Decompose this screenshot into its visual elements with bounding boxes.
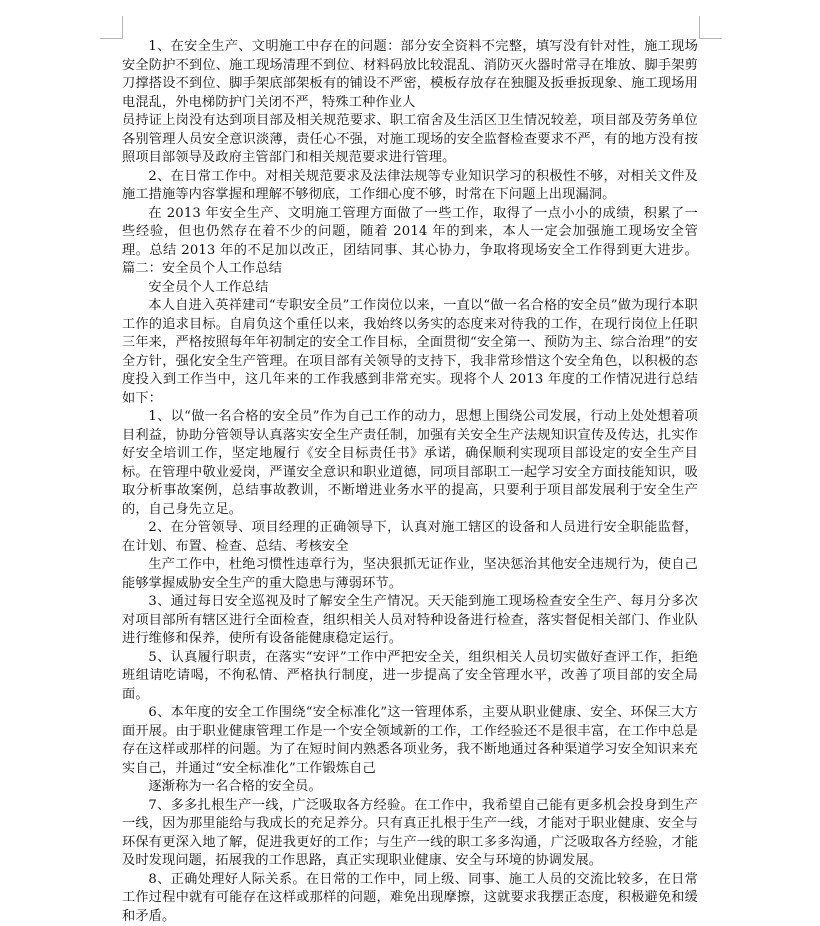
- paragraph: 6、本年度的安全工作围绕“安全标准化”这一管理体系，主要从职业健康、安全、环保三大方面开展。由于职业健康管理工作是一个安全领域新的工作，工作经验还不是很丰富，在工作中总是存在这样或那样的问题。为了在短时间内熟悉各项业务，我不断地通过各种渠道学习安全知识来充实自己，并通过“安全标准化”工作锻炼自己: [122, 704, 698, 778]
- paragraph: 生产工作中，杜绝习惯性违章行为，坚决狠抓无证作业，坚决惩治其他安全违规行为，使自己能够掌握威胁安全生产的重大隐患与薄弱环节。: [122, 556, 698, 593]
- crop-mark-top-right: [699, 16, 722, 39]
- paragraph: 3、通过每日安全巡视及时了解安全生产情况。天天能到施工现场检查安全生产、每月分多次对项目部所有辖区进行全面检查，组织相关人员对特种设备进行检查，落实督促相关部门、作业队进行维修和保养，使所有设备能健康稳定运行。: [122, 593, 698, 649]
- paragraph: 1、以“做一名合格的安全员”作为自己工作的动力，思想上围绕公司发展，行动上处处想着项目利益，协助分管领导认真落实安全生产责任制，加强有关安全生产法规知识宣传及传达，扎实作好安全培训工作，坚定地履行《安全目标责任书》承诺，确保顺利实现项目部设定的安全生产目标。在管理中敬业爱岗，严谨安全意识和职业道德，同项目部职工一起学习安全方面技能知识，吸取分析事故案例，总结事故教训，不断增进业务水平的提高，只要利于项目部发展利于安全生产的，自己身先立足。: [122, 408, 698, 519]
- paragraph: 逐渐称为一名合格的安全员。: [122, 778, 698, 797]
- paragraph: 1、在安全生产、文明施工中存在的问题：部分安全资料不完整，填写没有针对性，施工现场安全防护不到位、施工现场清理不到位、材料码放比较混乱、消防灭火器时常寻在堆放、脚手架剪刀撑搭设不到位、脚手架底部架板有的铺设不严密，模板存放存在独腿及扳垂扳现象、施工现场用电混乱，外电梯防护门关闭不严，特殊工种作业人: [122, 38, 698, 112]
- paragraph: 8、正确处理好人际关系。在日常的工作中，同上级、同事、施工人员的交流比较多，在日常工作过程中就有可能存在这样或那样的问题，难免出现摩擦，这就要求我摆正态度，积极避免和缓和矛盾。: [122, 871, 698, 926]
- document-body: [122, 38, 698, 926]
- paragraph: 在 2013 年安全生产、文明施工管理方面做了一些工作，取得了一点小小的成绩，积累了一些经验，但也仍然存在着不少的问题，随着 2014 年的到来，本人一定会加强施工现场安全管理。总结 2013 年的不足加以改正，团结同事、其心协力，争取将现场安全工作得到更大进步。篇二：安全员个人工作总结: [122, 205, 698, 279]
- paragraph: 7、多多扎根生产一线，广泛吸取各方经验。在工作中，我希望自己能有更多机会投身到生产一线，因为那里能给与我成长的充足养分。只有真正扎根于生产一线，才能对于职业健康、安全与环保有更深入地了解，促进我更好的工作；与生产一线的职工多多沟通，广泛吸取各方经验，才能及时发现问题，拓展我的工作思路，真正实现职业健康、安全与环境的协调发展。: [122, 797, 698, 871]
- paragraph: 5、认真履行职责，在落实“安评”工作中严把安全关，组织相关人员切实做好查评工作，拒绝班组请吃请喝，不徇私情、严格执行制度，进一步提高了安全管理水平，改善了项目部的安全局面。: [122, 649, 698, 705]
- crop-mark-top-left: [100, 16, 123, 39]
- paragraph: 员持证上岗没有达到项目部及相关规范要求、职工宿舍及生活区卫生情况较差，项目部及劳务单位各别管理人员安全意识淡薄，责任心不强，对施工现场的安全监督检查要求不严，有的地方没有按照项目部领导及政府主管部门和相关规范要求进行管理。: [122, 112, 698, 168]
- section-heading: 安全员个人工作总结: [122, 279, 698, 298]
- paragraph: 本人自进入英祥建司“专职安全员”工作岗位以来，一直以“做一名合格的安全员”做为现行本职工作的追求目标。自肩负这个重任以来，我始终以务实的态度来对待我的工作，在现行岗位上任职三年来，严格按照每年年初制定的安全工作目标，全面贯彻“安全第一、预防为主、综合治理”的安全方针，强化安全生产管理。在项目部有关领导的支持下，我非常珍惜这个安全角色，以积极的态度投入到工作当中，这几年来的工作我感到非常充实。现将个人 2013 年度的工作情况进行总结如下：: [122, 297, 698, 408]
- paragraph: 2、在日常工作中。对相关规范要求及法律法规等专业知识学习的积极性不够，对相关文件及施工措施等内容掌握和理解不够彻底，工作细心度不够，时常在下问题上出现漏洞。: [122, 168, 698, 205]
- paragraph: 2、在分管领导、项目经理的正确领导下，认真对施工辖区的设备和人员进行安全职能监督，在计划、布置、检查、总结、考核安全: [122, 519, 698, 556]
